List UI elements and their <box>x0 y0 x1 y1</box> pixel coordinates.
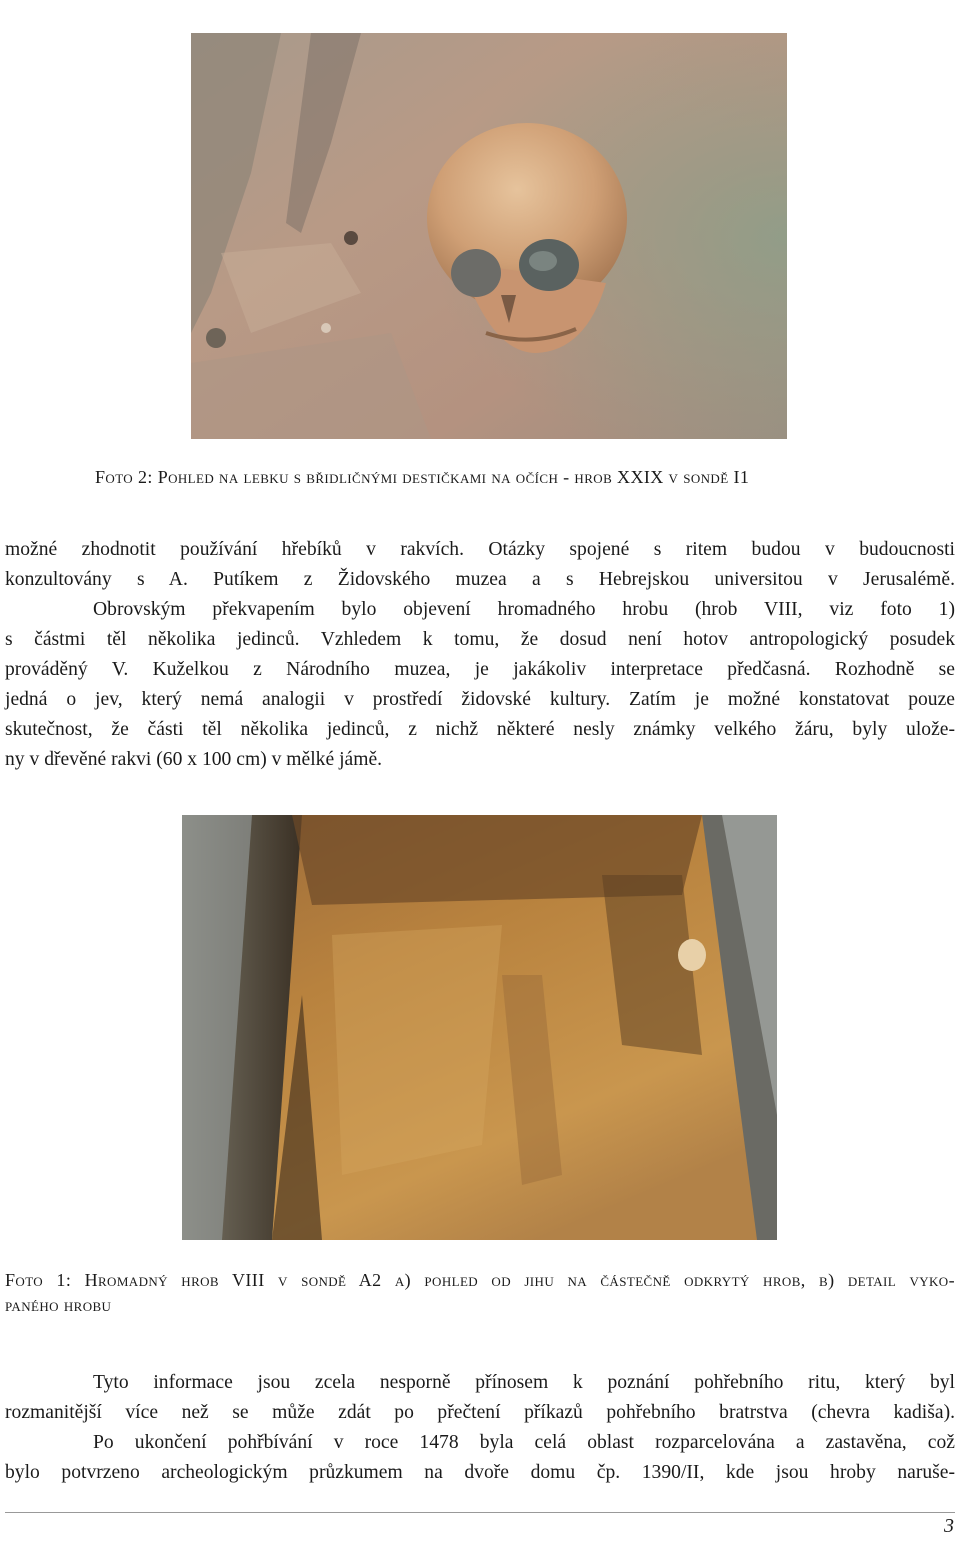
text-line: s částmi těl několika jedinců. Vzhledem k tomu, že dosud není hotov antropologický posudek <box>5 629 955 650</box>
text-block-1 <box>5 535 955 775</box>
text-line: Po ukončení pohřbívání v roce 1478 byla celá oblast rozparcelována a zastavěna, což <box>93 1432 955 1453</box>
footer-rule <box>5 1512 955 1513</box>
text-line: prováděný V. Kuželkou z Národního muzea, je jakákoliv interpretace předčasná. Rozhodně se <box>5 659 955 680</box>
text-line: jedná o jev, který nemá analogii v prostředí židovské kultury. Zatím je možné konstatovat pouze <box>5 689 955 710</box>
text-line: Tyto informace jsou zcela nesporně přínosem k poznání pohřebního ritu, který byl <box>93 1372 955 1393</box>
photo-mass-grave-viii <box>182 815 777 1240</box>
text-line: bylo potvrzeno archeologickým průzkumem na dvoře domu čp. 1390/II, kde jsou hroby naruše- <box>5 1462 955 1483</box>
text-block-2 <box>5 1368 955 1488</box>
photo-1-caption <box>5 1268 955 1318</box>
photo-skull-grave-xxix <box>191 33 787 439</box>
caption-line: Foto 1: Hromadný hrob VIII v sondě A2 a) pohled od jihu na částečně odkrytý hrob, b) detail vyko- <box>5 1270 955 1290</box>
text-line: rozmanitější více než se může zdát po přečtení příkazů pohřebního bratrstva (chevra kadiša). <box>5 1402 955 1423</box>
text-line: konzultovány s A. Putíkem z Židovského muzea a s Hebrejskou universitou v Jerusalémě. <box>5 569 955 590</box>
caption-line: paného hrobu <box>5 1295 112 1315</box>
page-number: 3 <box>944 1515 954 1537</box>
text-line: skutečnost, že části těl několika jedinců, z nichž některé nesly známky velkého žáru, byly ulože- <box>5 719 955 740</box>
text-line: možné zhodnotit používání hřebíků v rakvích. Otázky spojené s ritem budou v budoucnosti <box>5 539 955 560</box>
text-line: Obrovským překvapením bylo objevení hromadného hrobu (hrob VIII, viz foto 1) <box>93 599 955 620</box>
photo-2-caption: Foto 2: Pohled na lebku s břidličnými destičkami na očích - hrob XXIX v sondě I1 <box>95 467 750 487</box>
text-line: ny v dřevěné rakvi (60 x 100 cm) v mělké jámě. <box>5 749 383 770</box>
